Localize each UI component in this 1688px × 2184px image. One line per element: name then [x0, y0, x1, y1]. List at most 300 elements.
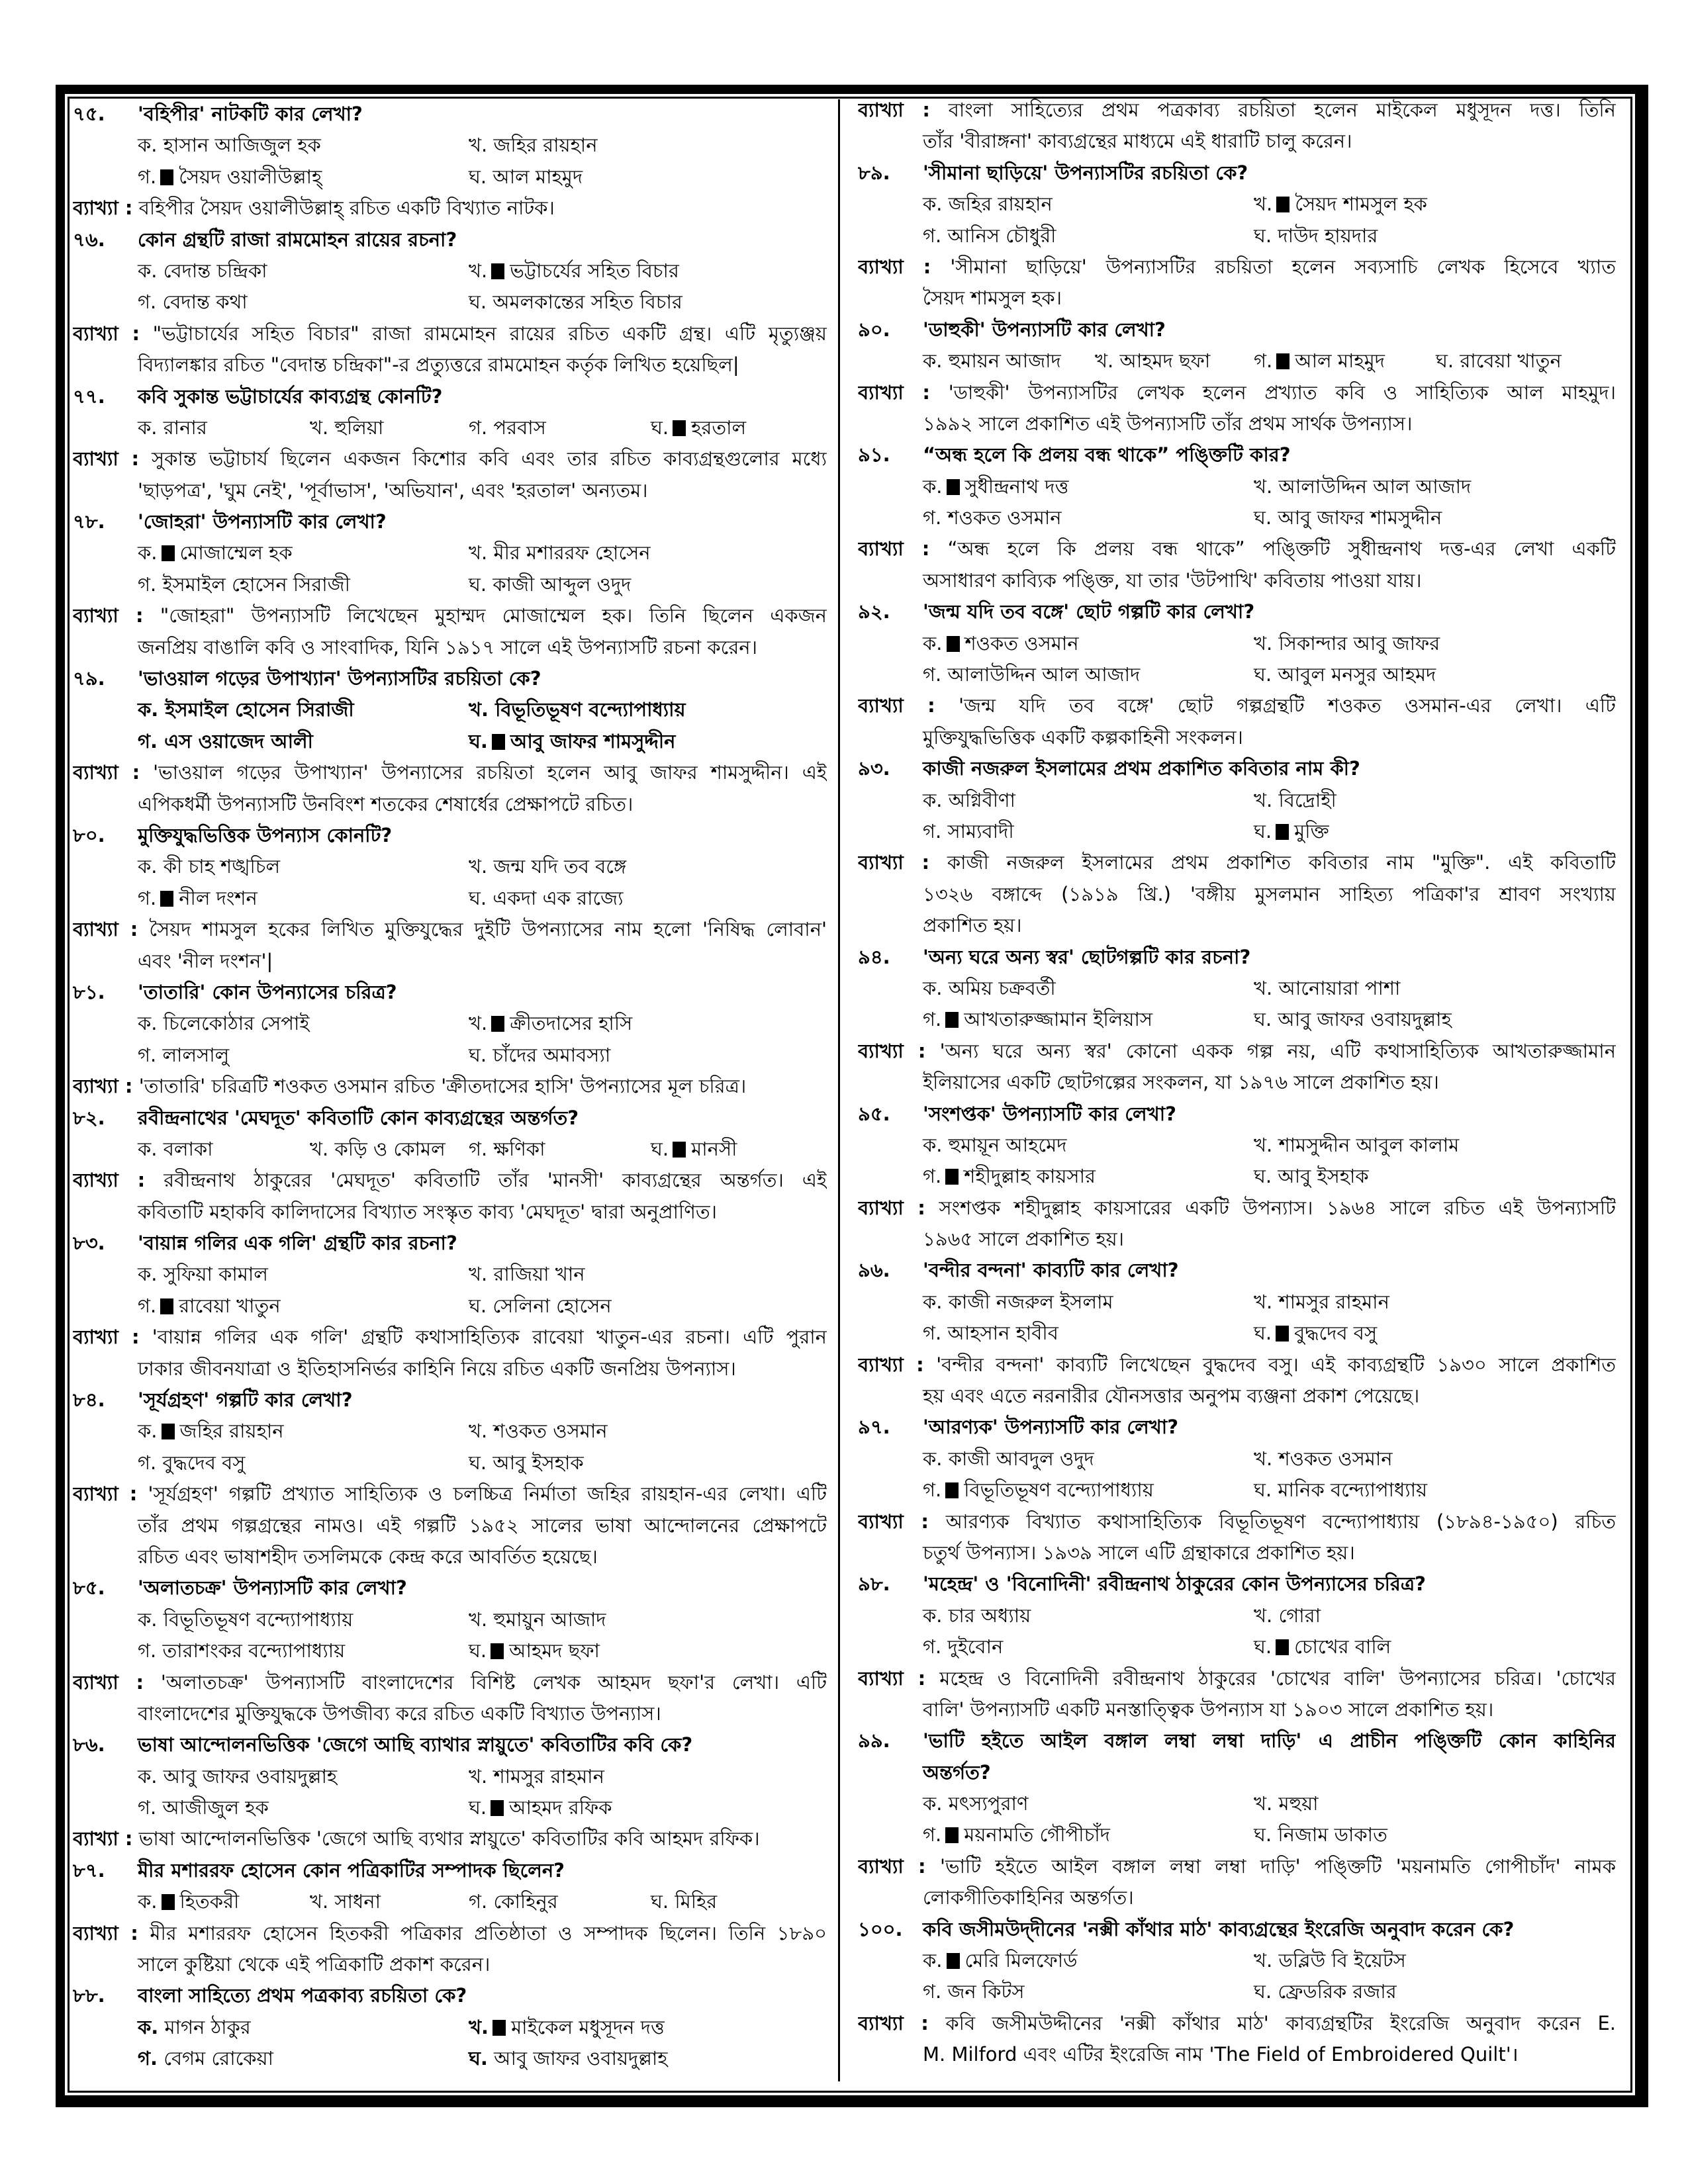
option-4[interactable]: [469, 883, 624, 914]
option-label: খ.: [1254, 1949, 1273, 1972]
option-1[interactable]: [923, 785, 1015, 816]
question-block: [858, 1914, 1616, 2071]
option-4[interactable]: [469, 726, 676, 757]
option-label: গ.: [138, 572, 157, 596]
option-4[interactable]: [469, 1792, 612, 1823]
option-1[interactable]: [138, 1604, 353, 1635]
explanation-line: [858, 690, 1616, 721]
explanation-text: ১৯৯২ সালে প্রকাশিত এই উপন্যাসটি তাঁর প্রথম সার্থক উপন্যাস।: [923, 412, 1413, 435]
option-3[interactable]: [469, 1886, 558, 1917]
question-line: [73, 1103, 827, 1134]
option-4[interactable]: [1254, 1004, 1452, 1035]
option-1[interactable]: [923, 1600, 1031, 1631]
option-label: ঘ.: [469, 729, 488, 752]
option-4[interactable]: [469, 287, 682, 318]
option-2[interactable]: [469, 255, 679, 287]
explanation-line: [73, 1197, 827, 1228]
option-text: ফ্রেডরিক রজার: [1278, 1980, 1397, 2003]
option-3[interactable]: [469, 412, 546, 443]
option-4[interactable]: [469, 1635, 600, 1666]
option-text: রাজিয়া খান: [493, 1263, 585, 1286]
option-3[interactable]: [923, 1976, 1024, 2007]
option-text: চোখের বালি: [1294, 1635, 1391, 1659]
explanation-label: ব্যাখ্যা :: [73, 1326, 140, 1349]
option-1[interactable]: [138, 1134, 213, 1165]
option-2[interactable]: [310, 1134, 445, 1165]
option-2[interactable]: [469, 1008, 632, 1039]
option-text: শওকত ওসমান: [493, 1420, 608, 1443]
option-1[interactable]: [138, 2012, 251, 2043]
explanation-line: [858, 722, 1616, 753]
option-text: চাঁদের অমাবস্যা: [492, 1043, 611, 1066]
option-label: খ.: [469, 698, 489, 721]
option-text: মীর মশাররফ হোসেন: [493, 541, 651, 565]
question-number: ৮৮.: [73, 1984, 105, 2007]
option-label: ক.: [138, 1012, 158, 1035]
option-text: দাউদ হায়দার: [1278, 224, 1378, 247]
option-label: ঘ.: [469, 165, 487, 188]
option-label: গ.: [138, 1451, 157, 1474]
explanation-text: জনপ্রিয় বাঙালি কবি ও সাংবাদিক, যিনি ১৯১৭ সালে এই উপন্যাসটি রচনা করেন।: [138, 635, 757, 659]
explanation-text: চতুর্থ উপন্যাস। ১৯৩৯ সালে এটি গ্রন্থাকারে প্রকাশিত হয়।: [923, 1541, 1355, 1564]
option-1[interactable]: [923, 628, 1079, 659]
option-2[interactable]: [469, 130, 598, 161]
option-4[interactable]: [1254, 1631, 1391, 1662]
explanation-label: ব্যাখ্যা :: [73, 197, 133, 220]
explanation-label: ব্যাখ্যা :: [858, 1854, 926, 1878]
options-row: [858, 1600, 1616, 1631]
option-1[interactable]: [138, 130, 321, 161]
option-4[interactable]: [469, 1291, 612, 1322]
correct-answer-marker-icon: [1276, 1639, 1289, 1655]
option-3[interactable]: [138, 1040, 229, 1071]
option-label: গ.: [469, 1137, 488, 1160]
question-number: ৮৬.: [73, 1733, 105, 1756]
options-row: [73, 1792, 827, 1823]
explanation-label: ব্যাখ্যা :: [73, 447, 140, 471]
explanation-text: তাঁর 'বীরাঙ্গনা' কাব্যগ্রন্থের মাধ্যমে এই ধারাটি চালু করেন।: [923, 130, 1352, 153]
explanation-text: এপিকধর্মী উপন্যাসটি উনবিংশ শতকের শেষার্ধের প্রেক্ষাপটে রচিত।: [138, 792, 633, 815]
option-3[interactable]: [138, 287, 248, 318]
option-1[interactable]: [138, 255, 267, 287]
option-text: আবু জাফর শামসুদ্দীন: [510, 729, 676, 752]
question-text: 'জন্ম যদি তব বঙ্গে' ছোট গল্পটি কার লেখা?: [923, 600, 1255, 623]
option-text: হুলিয়া: [334, 416, 384, 439]
option-label: খ.: [1254, 475, 1273, 498]
question-text: 'সংশপ্তক' উপন্যাসটি কার লেখা?: [923, 1102, 1176, 1125]
explanation-line: [73, 1479, 827, 1510]
option-text: আবু জাফর ওবায়দুল্লাহ: [494, 2047, 668, 2070]
option-3[interactable]: [138, 569, 350, 600]
option-label: ঘ.: [1254, 663, 1272, 686]
option-text: হুমায়ন আজাদ: [948, 349, 1061, 373]
option-2[interactable]: [1254, 1287, 1389, 1318]
option-2[interactable]: [1254, 471, 1471, 502]
option-4[interactable]: [1254, 1819, 1387, 1850]
question-block: [858, 158, 1616, 314]
option-text: মাইকেল মধুসূদন দত্ত: [511, 2015, 665, 2038]
right-column: [858, 95, 1616, 2071]
option-2[interactable]: [469, 1259, 585, 1290]
option-2[interactable]: [1254, 1788, 1319, 1819]
option-label: খ.: [310, 416, 329, 439]
option-2[interactable]: [1095, 345, 1210, 377]
option-1[interactable]: [138, 1761, 337, 1792]
option-label: খ.: [1254, 1133, 1273, 1156]
option-text: লালসালু: [162, 1043, 230, 1066]
option-label: ঘ.: [469, 886, 487, 909]
option-label: ঘ.: [469, 2047, 488, 2070]
explanation-line: [73, 600, 827, 631]
option-4[interactable]: [1254, 816, 1329, 847]
explanation-line: [73, 349, 827, 381]
explanation-text: M. Milford এবং এটির ইংরেজি নাম 'The Field of Embroidered Quilt'।: [923, 2043, 1519, 2066]
option-label: গ.: [923, 1635, 942, 1659]
options-row: [73, 130, 827, 161]
option-text: আনোয়ারা পাশা: [1278, 976, 1401, 999]
explanation-text: 'অন্য ঘরে অন্য স্বর' কোনো একক গল্প নয়, এটি কথাসাহিত্যিক আখতারুজ্জামান: [939, 1039, 1616, 1062]
option-label: ক.: [138, 698, 159, 721]
option-1[interactable]: [138, 1259, 268, 1290]
option-text: আখতারুজ্জামান ইলিয়াস: [964, 1008, 1153, 1031]
left-column: [73, 99, 827, 2075]
question-line: [73, 381, 827, 412]
option-label: ঘ.: [1254, 1980, 1272, 2003]
question-text: 'বহিপীর' নাটকটি কার লেখা?: [138, 103, 363, 125]
option-label: ক.: [923, 1290, 943, 1313]
option-3[interactable]: [923, 659, 1140, 690]
option-3[interactable]: [923, 1631, 1003, 1662]
option-4[interactable]: [469, 569, 631, 600]
correct-answer-marker-icon: [947, 1953, 960, 1969]
option-label: ঘ.: [1254, 1322, 1272, 1345]
option-2[interactable]: [1254, 1945, 1406, 1976]
option-1[interactable]: [138, 1416, 284, 1447]
option-text: একদা এক রাজ্যে: [492, 886, 624, 909]
option-text: আল মাহমুদ: [1295, 349, 1385, 373]
option-text: বুদ্ধদেব বসু: [1294, 1322, 1378, 1345]
correct-answer-marker-icon: [492, 734, 505, 750]
option-3[interactable]: [923, 1318, 1058, 1349]
option-text: আহমদ ছফা: [509, 1639, 600, 1662]
options-row: [858, 785, 1616, 816]
explanation-line: [858, 2008, 1616, 2039]
question-number: ৮১.: [73, 980, 105, 1003]
option-text: মিহির: [675, 1890, 718, 1913]
explanation-label: ব্যাখ্যা :: [858, 1510, 929, 1533]
option-3[interactable]: [138, 161, 322, 193]
option-3[interactable]: [923, 1475, 1154, 1506]
option-label: খ.: [469, 541, 488, 565]
explanation-text: বাংলাদেশের মুক্তিযুদ্ধকে উপজীব্য করে রচিত একটি বিখ্যাত উপন্যাস।: [138, 1702, 661, 1725]
option-1[interactable]: [923, 471, 1068, 502]
explanation-label: ব্যাখ্যা :: [73, 1827, 133, 1850]
explanation-line: [73, 1918, 827, 1949]
explanation-line: [73, 1071, 827, 1102]
question-number: ৭৮.: [73, 510, 105, 533]
option-1[interactable]: [923, 1443, 1094, 1475]
option-label: ঘ.: [469, 291, 487, 314]
explanation-text: বাংলা সাহিত্যের প্রথম পত্রকাব্য রচয়িতা হলেন মাইকেল মধুসূদন দত্ত। তিনি: [948, 99, 1616, 121]
option-text: কোহিনুর: [493, 1890, 558, 1913]
explanation-label: ব্যাখ্যা :: [73, 761, 140, 784]
option-label: ক.: [138, 416, 158, 439]
explanation-line: [73, 946, 827, 977]
correct-answer-marker-icon: [1276, 197, 1289, 212]
explanation-line: [73, 1510, 827, 1541]
option-4[interactable]: [1436, 345, 1562, 377]
explanation-line: [73, 914, 827, 945]
option-1[interactable]: [138, 851, 280, 882]
option-text: চিলেকোঠার সেপাই: [163, 1012, 310, 1035]
option-text: শওকত ওসমান: [964, 631, 1079, 655]
option-label: খ.: [469, 1608, 488, 1631]
option-2[interactable]: [1254, 1600, 1321, 1631]
option-text: কাজী আব্দুল ওদুদ: [492, 572, 632, 596]
explanation-text: সংশপ্তক শহীদুল্লাহ কায়সারের একটি উপন্যাস। ১৯৬৪ সালে রচিত এই উপন্যাসটি: [939, 1196, 1616, 1219]
option-2[interactable]: [469, 694, 686, 725]
explanation-text: মহেন্দ্র ও বিনোদিনী রবীন্দ্রনাথ ঠাকুরের 'চোখের বালি' উপন্যাসের চরিত্র। 'চোখের: [939, 1666, 1616, 1690]
option-2[interactable]: [1254, 785, 1336, 816]
explanation-label: ব্যাখ্যা :: [858, 537, 930, 561]
option-3[interactable]: [138, 1291, 281, 1322]
option-label: ঘ.: [1254, 224, 1272, 247]
option-1[interactable]: [138, 537, 293, 569]
options-row: [73, 1604, 827, 1635]
option-2[interactable]: [469, 1604, 606, 1635]
option-1[interactable]: [138, 1008, 309, 1039]
explanation-text: মুক্তিযুদ্ধভিত্তিক একটি কল্পকাহিনী সংকলন।: [923, 725, 1243, 749]
options-row: [73, 161, 827, 193]
option-4[interactable]: [1254, 1976, 1397, 2007]
option-4[interactable]: [469, 1447, 584, 1479]
option-label: গ.: [138, 729, 158, 752]
option-2[interactable]: [469, 1761, 604, 1792]
option-2[interactable]: [1254, 189, 1427, 220]
question-line: [858, 753, 1616, 784]
option-label: ক.: [923, 349, 943, 373]
correct-answer-marker-icon: [162, 545, 175, 561]
option-text: আজীজুল হক: [162, 1796, 269, 1819]
option-label: খ.: [310, 1890, 329, 1913]
option-text: হিতকরী: [179, 1890, 240, 1913]
option-3[interactable]: [138, 883, 258, 914]
explanation-line: [858, 879, 1616, 910]
option-3[interactable]: [138, 1635, 345, 1666]
option-label: খ.: [469, 1764, 488, 1788]
explanation-text: বহিপীর সৈয়দ ওয়ালীউল্লাহ্ রচিত একটি বিখ্যাত নাটক।: [138, 197, 555, 220]
question-number: ৮০.: [73, 823, 105, 846]
correct-answer-marker-icon: [945, 1169, 959, 1185]
option-text: সৈয়দ শামসুল হক: [1295, 193, 1427, 216]
option-1[interactable]: [923, 345, 1061, 377]
question-block: [858, 1099, 1616, 1255]
option-label: ঘ.: [469, 1043, 487, 1066]
option-label: ক.: [138, 259, 158, 282]
option-4[interactable]: [651, 1134, 737, 1165]
option-text: আহমদ রফিক: [509, 1796, 612, 1819]
option-4[interactable]: [1254, 502, 1442, 533]
question-block: [858, 1412, 1616, 1569]
option-1[interactable]: [923, 1945, 1077, 1976]
question-text: 'ভাটি হইতে আইল বঙ্গাল লম্বা লম্বা দাড়ি' এ প্রাচীন পঙ্ক্তিটি কোন কাহিনির: [923, 1729, 1616, 1752]
options-row: [73, 694, 827, 725]
question-line: [73, 1729, 827, 1760]
explanation-text: 'অলাতচক্র' উপন্যাসটি বাংলাদেশের বিশিষ্ট লেখক আহমদ ছফা'র লেখা। এটি: [160, 1670, 827, 1694]
options-row: [73, 569, 827, 600]
option-text: পরবাস: [493, 416, 546, 439]
option-3[interactable]: [138, 1792, 269, 1823]
option-3[interactable]: [138, 726, 313, 757]
options-row: [858, 1004, 1616, 1035]
option-4[interactable]: [651, 412, 746, 443]
question-text: 'বন্দীর বন্দনা' কাব্যটি কার লেখা?: [923, 1259, 1179, 1282]
question-number: ৮৩.: [73, 1232, 105, 1255]
option-label: খ.: [1254, 788, 1273, 811]
explanation-text: ঢাকার জীবনযাত্রা ও ইতিহাসনির্ভর কাহিনি নিয়ে রচিত একটি জনপ্রিয় উপন্যাস।: [138, 1357, 736, 1380]
option-2[interactable]: [310, 412, 383, 443]
option-1[interactable]: [138, 1886, 239, 1917]
options-row: [858, 502, 1616, 533]
option-1[interactable]: [923, 1130, 1066, 1161]
explanation-text: ইলিয়াসের একটি ছোটগল্পের সংকলন, যা ১৯৭৬ সালে প্রকাশিত হয়।: [923, 1071, 1439, 1094]
option-3[interactable]: [923, 816, 1014, 847]
option-3[interactable]: [923, 1161, 1096, 1192]
correct-answer-marker-icon: [491, 1643, 504, 1659]
option-4[interactable]: [469, 2043, 668, 2074]
option-3[interactable]: [923, 1004, 1152, 1035]
option-text: রানার: [163, 416, 207, 439]
option-label: ক.: [923, 1447, 943, 1470]
option-1[interactable]: [923, 189, 1053, 220]
option-1[interactable]: [923, 1287, 1113, 1318]
option-text: আবুল মনসুর আহমদ: [1278, 663, 1436, 686]
option-text: ভট্টাচর্যের সহিত বিচার: [510, 259, 679, 282]
question-text: ভাষা আন্দোলনভিত্তিক 'জেগে আছি ব্যাথার স্নায়ুতে' কবিতাটির কবি কে?: [138, 1733, 693, 1756]
option-2[interactable]: [1254, 628, 1440, 659]
correct-answer-marker-icon: [491, 1800, 504, 1816]
options-row: [73, 287, 827, 318]
option-2[interactable]: [1254, 973, 1400, 1004]
option-label: ক.: [923, 788, 943, 811]
option-text: কাজী আবদুল ওদুদ: [948, 1447, 1094, 1470]
option-label: খ.: [1254, 631, 1273, 655]
option-3[interactable]: [138, 1447, 245, 1479]
explanation-line: [858, 251, 1616, 283]
options-row: [73, 851, 827, 882]
option-2[interactable]: [1254, 1443, 1393, 1475]
option-2[interactable]: [469, 851, 626, 882]
option-label: ক.: [138, 1263, 158, 1286]
option-2[interactable]: [310, 1886, 381, 1917]
question-line: [73, 663, 827, 694]
option-text: মানিক বন্দ্যোপাধ্যায়: [1278, 1479, 1428, 1502]
option-1[interactable]: [923, 973, 1056, 1004]
option-3[interactable]: [923, 220, 1056, 251]
option-4[interactable]: [1254, 1161, 1369, 1192]
question-line: [858, 1914, 1616, 1945]
option-label: ক.: [138, 1890, 158, 1913]
question-line: [73, 1572, 827, 1604]
option-3[interactable]: [469, 1134, 545, 1165]
option-text: বিভূতিভূষণ বন্দ্যোপাধ্যায়: [964, 1479, 1154, 1502]
question-text: 'অন্য ঘরে অন্য স্বর' ছোটগল্পটি কার রচনা?: [923, 945, 1251, 968]
question-number: ৯৬.: [858, 1259, 890, 1282]
option-4[interactable]: [1254, 1475, 1427, 1506]
option-1[interactable]: [138, 412, 207, 443]
option-4[interactable]: [1254, 659, 1436, 690]
option-text: শওকত ওসমান: [1278, 1447, 1393, 1470]
option-text: জহির রায়হান: [948, 193, 1053, 216]
option-text: হুমায়ুন আজাদ: [493, 1608, 606, 1631]
question-block: [73, 1980, 827, 2074]
option-4[interactable]: [651, 1886, 717, 1917]
options-row: [73, 537, 827, 569]
explanation-line: [858, 1349, 1616, 1381]
option-2[interactable]: [1254, 1130, 1459, 1161]
explanation-line: [858, 1882, 1616, 1913]
option-4[interactable]: [469, 1040, 610, 1071]
option-label: গ.: [138, 1796, 157, 1819]
option-label: ঘ.: [1436, 349, 1454, 373]
explanation-label: ব্যাখ্যা :: [73, 1670, 144, 1694]
explanation-text: রচিত এবং ভাষাশহীদ তসলিমকে কেন্দ্র করে আবর্তিত হয়েছে।: [138, 1545, 598, 1568]
option-label: খ.: [469, 134, 488, 157]
option-text: ইসমাইল হোসেন সিরাজী: [162, 572, 350, 596]
option-label: ঘ.: [1254, 1823, 1272, 1846]
option-3[interactable]: [923, 1819, 1110, 1850]
options-row: [858, 471, 1616, 502]
option-label: গ.: [923, 1008, 942, 1031]
option-4[interactable]: [469, 161, 583, 193]
option-text: ময়নামতি গৌপীচাঁদ: [964, 1823, 1110, 1846]
option-3[interactable]: [1254, 345, 1385, 377]
option-label: ক.: [923, 1792, 943, 1815]
option-text: নিজাম ডাকাত: [1278, 1823, 1387, 1846]
option-label: খ.: [469, 259, 488, 282]
option-2[interactable]: [469, 2012, 665, 2043]
explanation-line: [73, 318, 827, 349]
option-label: ক.: [923, 1133, 943, 1156]
option-label: ক.: [138, 541, 158, 565]
option-label: ক.: [138, 855, 158, 878]
option-text: মৎস্যপুরাণ: [948, 1792, 1029, 1815]
explanation-text: এবং 'নীল দংশন'|: [138, 949, 273, 972]
option-2[interactable]: [469, 537, 651, 569]
question-text: 'আরণ্যক' উপন্যাসটি কার লেখা?: [923, 1416, 1179, 1439]
question-text: মুক্তিযুদ্ধভিত্তিক উপন্যাস কোনটি?: [138, 823, 393, 846]
question-line: [73, 820, 827, 851]
question-line: [858, 1255, 1616, 1286]
options-row: [858, 1287, 1616, 1318]
option-label: খ.: [469, 1263, 488, 1286]
explanation-label: ব্যাখ্যা :: [73, 1169, 146, 1192]
option-label: গ.: [138, 1639, 157, 1662]
option-text: সেলিনা হোসেন: [492, 1294, 612, 1317]
correct-answer-marker-icon: [1276, 824, 1289, 840]
option-text: আল মাহমুদ: [492, 165, 583, 188]
option-2[interactable]: [469, 1416, 608, 1447]
explanation-line: [858, 126, 1616, 157]
option-1[interactable]: [138, 694, 354, 725]
option-1[interactable]: [923, 1788, 1029, 1819]
option-4[interactable]: [1254, 1318, 1377, 1349]
option-4[interactable]: [1254, 220, 1378, 251]
option-3[interactable]: [138, 2043, 273, 2074]
correct-answer-marker-icon: [491, 263, 504, 279]
option-text: আবু জাফর শামসুদ্দীন: [1278, 506, 1442, 529]
option-3[interactable]: [923, 502, 1062, 533]
